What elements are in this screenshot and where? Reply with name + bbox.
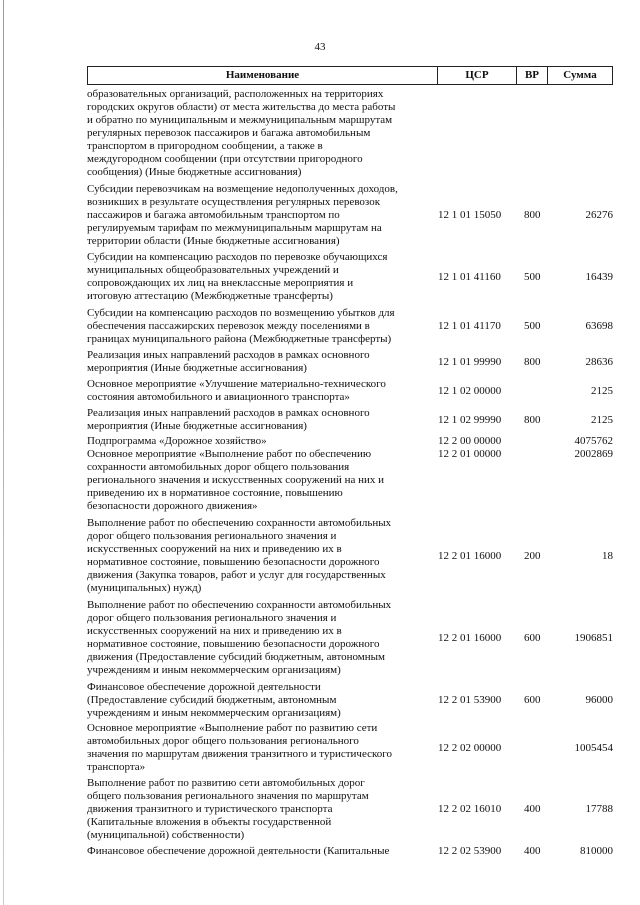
row-name: Подпрограмма «Дорожное хозяйство» Основное мероприятие «Выполнение работ по обеспечению сохранности автомобильных дорог общего пользования регионального значения и искусственных сооружений на них и приведению их в нормативное состояние, повышению безопасности дорожного движения» — [87, 435, 385, 512]
row-sum: 2125 — [591, 384, 613, 397]
row-values — [436, 251, 613, 303]
row-vr: 400 — [524, 803, 541, 815]
row-sum: 96000 — [585, 694, 613, 706]
row-name: Выполнение работ по обеспечению сохранности автомобильных дорог общего пользования регионального значения и искусственных сооружений на них и приведению их в нормативное состояние, повышению безопасности дорожного движения (Закупка товаров, работ и услуг для государственных (муниципальных) нужд) — [87, 517, 392, 594]
row-csr: 12 1 01 99990 — [438, 355, 502, 368]
row-sum: 17788 — [585, 803, 613, 815]
row-values — [436, 435, 613, 513]
row-values — [436, 777, 613, 842]
row-values — [436, 407, 613, 433]
budget-table — [87, 66, 613, 858]
row-name: Реализация иных направлений расходов в рамках основного мероприятия (Иные бюджетные ассигнования) — [87, 407, 370, 432]
table-row — [87, 407, 613, 433]
row-sum: 28636 — [585, 355, 613, 368]
row-name: Выполнение работ по обеспечению сохранности автомобильных дорог общего пользования регионального значения и искусственных сооружений на них и приведению их в нормативное состояние, повышению безопасности дорожного движения (Предоставление субсидий бюджетным, автономным учреждениям и иным некоммерческим организациям) — [87, 599, 392, 676]
row-name: Финансовое обеспечение дорожной деятельности (Капитальные — [87, 845, 390, 857]
row-name: Субсидии на компенсацию расходов по перевозке обучающихся муниципальных общеобразовательных учреждений и сопровождающих их лиц на внеклассные мероприятия и итоговую аттестацию (Межбюджетные трансферты) — [87, 251, 388, 302]
table-header — [87, 66, 613, 85]
row-values — [436, 307, 613, 346]
row-sum: 2125 — [591, 413, 613, 426]
row-sum: 1005454 — [574, 741, 613, 754]
table-row — [87, 251, 613, 303]
row-sum: 18 — [602, 549, 613, 562]
table-row — [87, 845, 613, 858]
row-values — [436, 517, 613, 595]
row-values — [436, 845, 613, 858]
table-row — [87, 517, 613, 595]
scan-edge — [3, 0, 4, 905]
row-name: Субсидии на компенсацию расходов по возмещению убытков для обеспечения пассажирских перевозок между поселениями в границах муниципального района (Межбюджетные трансферты) — [87, 307, 395, 345]
row-values — [436, 722, 613, 774]
row-csr: 12 2 02 53900 — [438, 845, 502, 857]
row-csr: 12 2 01 16000 — [438, 631, 502, 644]
page-number: 43 — [314, 41, 326, 53]
row-name: Реализация иных направлений расходов в рамках основного мероприятия (Иные бюджетные ассигнования) — [87, 349, 370, 374]
row-name: Субсидии перевозчикам на возмещение недополученных доходов, возникших в результате осуществления регулярных перевозок пассажиров и багажа автомобильным транспортом по регулируемым тарифам по межмуниципальным маршрутам на территории области (Иные бюджетные ассигнования) — [87, 183, 398, 247]
header-name: Наименование — [88, 67, 438, 84]
row-csr: 12 1 01 41170 — [438, 320, 501, 332]
header-csr: ЦСР — [438, 67, 517, 84]
row-sum: 1906851 — [574, 631, 613, 644]
row-name: Основное мероприятие «Улучшение материально-технического состояния автомобильного и авиационного транспорта» — [87, 378, 386, 403]
row-vr: 400 — [524, 845, 541, 857]
row-values — [436, 349, 613, 375]
row-sum: 810000 — [580, 845, 613, 857]
row-csr: 12 1 01 15050 — [438, 209, 502, 221]
row-name: Выполнение работ по развитию сети автомобильных дорог общего пользования регионального значения по маршрутам движения транзитного и туристического транспорта (Капитальные вложения в объекты государственной (муниципальной) собственности) — [87, 777, 369, 841]
row-csr: 12 2 00 00000 12 2 01 00000 — [438, 435, 502, 460]
row-csr: 12 1 02 99990 — [438, 413, 502, 426]
table-row — [87, 349, 613, 375]
table-body — [87, 88, 613, 858]
row-sum: 16439 — [585, 270, 613, 283]
row-vr: 200 — [524, 549, 541, 562]
row-vr: 600 — [524, 694, 541, 706]
row-vr: 500 — [524, 320, 541, 332]
table-row — [87, 183, 613, 248]
row-sum: 63698 — [585, 320, 613, 332]
row-name: Основное мероприятие «Выполнение работ по развитию сети автомобильных дорог общего пользования регионального значения по маршрутам движения транзитного и туристического транспорта» — [87, 722, 393, 773]
row-name: образовательных организаций, расположенных на территориях городских округов области) от места жительства до места работы и обратно по муниципальным и межмуниципальным маршрутам регулярных перевозок пассажиров и багажа автомобильным транспортом в пригородном сообщении, а также в междугородном сообщении (при отсутствии пригородного сообщения) (Иные бюджетные ассигнования) — [87, 88, 396, 178]
row-csr: 12 2 01 16000 — [438, 549, 502, 562]
row-vr: 500 — [524, 270, 541, 283]
header-vr: ВР — [517, 67, 548, 84]
row-values — [436, 681, 613, 720]
row-csr: 12 1 02 00000 — [438, 384, 502, 397]
row-name: Финансовое обеспечение дорожной деятельности (Предоставление субсидий бюджетным, автономным учреждениям и иным некоммерческим организациям) — [87, 681, 341, 719]
table-row — [87, 307, 613, 346]
table-row — [87, 599, 613, 677]
table-row — [87, 722, 613, 774]
row-vr: 600 — [524, 631, 541, 644]
row-csr: 12 2 01 53900 — [438, 694, 502, 706]
header-sum: Сумма — [563, 69, 597, 81]
row-csr: 12 2 02 16010 — [438, 803, 502, 815]
table-row — [87, 88, 613, 179]
table-row — [87, 435, 613, 513]
row-values — [436, 183, 613, 248]
row-vr: 800 — [524, 355, 541, 368]
row-values — [436, 88, 613, 179]
row-sum: 26276 — [585, 209, 613, 221]
row-values — [436, 378, 613, 404]
row-sum: 4075762 2002869 — [574, 435, 613, 460]
row-csr: 12 1 01 41160 — [438, 270, 501, 283]
table-row — [87, 681, 613, 720]
row-vr: 800 — [524, 209, 541, 221]
row-values — [436, 599, 613, 677]
table-row — [87, 378, 613, 404]
row-csr: 12 2 02 00000 — [438, 741, 502, 754]
table-row — [87, 777, 613, 842]
row-vr: 800 — [524, 413, 541, 426]
